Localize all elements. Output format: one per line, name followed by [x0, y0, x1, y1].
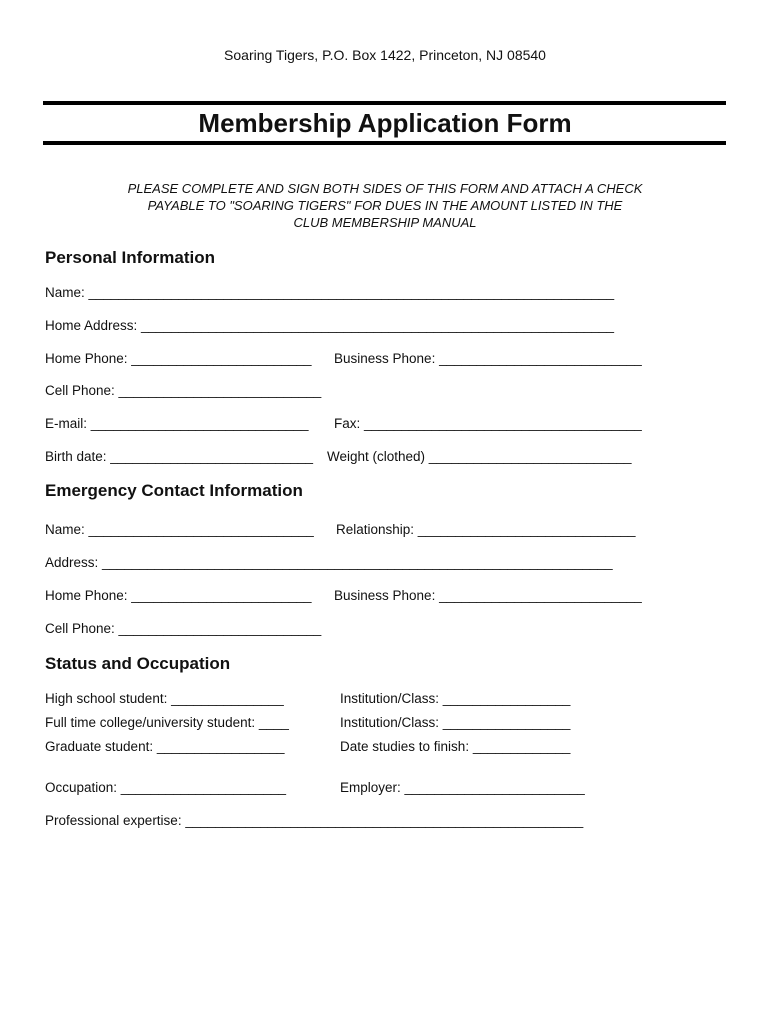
- emergency-name-field[interactable]: Name: ______________________________: [45, 522, 314, 537]
- instruction-line: PAYABLE TO "SOARING TIGERS" FOR DUES IN THE AMOUNT LISTED IN THE: [147, 198, 623, 213]
- relationship-field[interactable]: Relationship: _____________________________: [336, 522, 636, 537]
- top-rule: [43, 101, 726, 105]
- instructions: [0, 180, 770, 231]
- business-phone-field[interactable]: Business Phone: ___________________________: [334, 351, 642, 366]
- occupation-field[interactable]: Occupation: ______________________: [45, 780, 286, 795]
- institution-class-field[interactable]: Institution/Class: _________________: [340, 715, 571, 730]
- bottom-rule: [43, 141, 726, 145]
- home-phone-field[interactable]: Home Phone: ________________________: [45, 351, 312, 366]
- full-time-student-field[interactable]: Full time college/university student: ____: [45, 715, 289, 730]
- employer-field[interactable]: Employer: ________________________: [340, 780, 585, 795]
- institution-class-field[interactable]: Institution/Class: _________________: [340, 691, 571, 706]
- emergency-address-field[interactable]: Address: ____________________________________________________________________: [45, 555, 613, 570]
- emergency-home-phone-field[interactable]: Home Phone: ________________________: [45, 588, 312, 603]
- instruction-line: PLEASE COMPLETE AND SIGN BOTH SIDES OF THIS FORM AND ATTACH A CHECK: [127, 181, 643, 196]
- status-occupation-heading: Status and Occupation: [45, 654, 231, 673]
- fax-field[interactable]: Fax: _____________________________________: [334, 416, 642, 431]
- high-school-field[interactable]: High school student: _______________: [45, 691, 284, 706]
- birth-date-field[interactable]: Birth date: ___________________________: [45, 449, 314, 464]
- home-address-field[interactable]: Home Address: _______________________________________________________________: [45, 318, 615, 333]
- date-studies-finish-field[interactable]: Date studies to finish: _____________: [340, 739, 571, 754]
- organization-address: Soaring Tigers, P.O. Box 1422, Princeton, NJ 08540: [224, 47, 546, 63]
- graduate-student-field[interactable]: Graduate student: _________________: [45, 739, 285, 754]
- emergency-business-phone-field[interactable]: Business Phone: ___________________________: [334, 588, 642, 603]
- name-field[interactable]: Name: ______________________________________________________________________: [45, 285, 615, 300]
- personal-info-heading: Personal Information: [45, 248, 216, 267]
- weight-field[interactable]: Weight (clothed) ___________________________: [327, 449, 632, 464]
- emergency-cell-phone-field[interactable]: Cell Phone: ___________________________: [45, 621, 322, 636]
- emergency-contact-heading: Emergency Contact Information: [45, 481, 303, 500]
- form-title: Membership Application Form: [198, 108, 572, 138]
- professional-expertise-field[interactable]: Professional expertise: _____________________________________________________: [45, 813, 584, 828]
- email-field[interactable]: E-mail: _____________________________: [45, 416, 309, 431]
- cell-phone-field[interactable]: Cell Phone: ___________________________: [45, 383, 322, 398]
- instruction-line: CLUB MEMBERSHIP MANUAL: [293, 215, 477, 230]
